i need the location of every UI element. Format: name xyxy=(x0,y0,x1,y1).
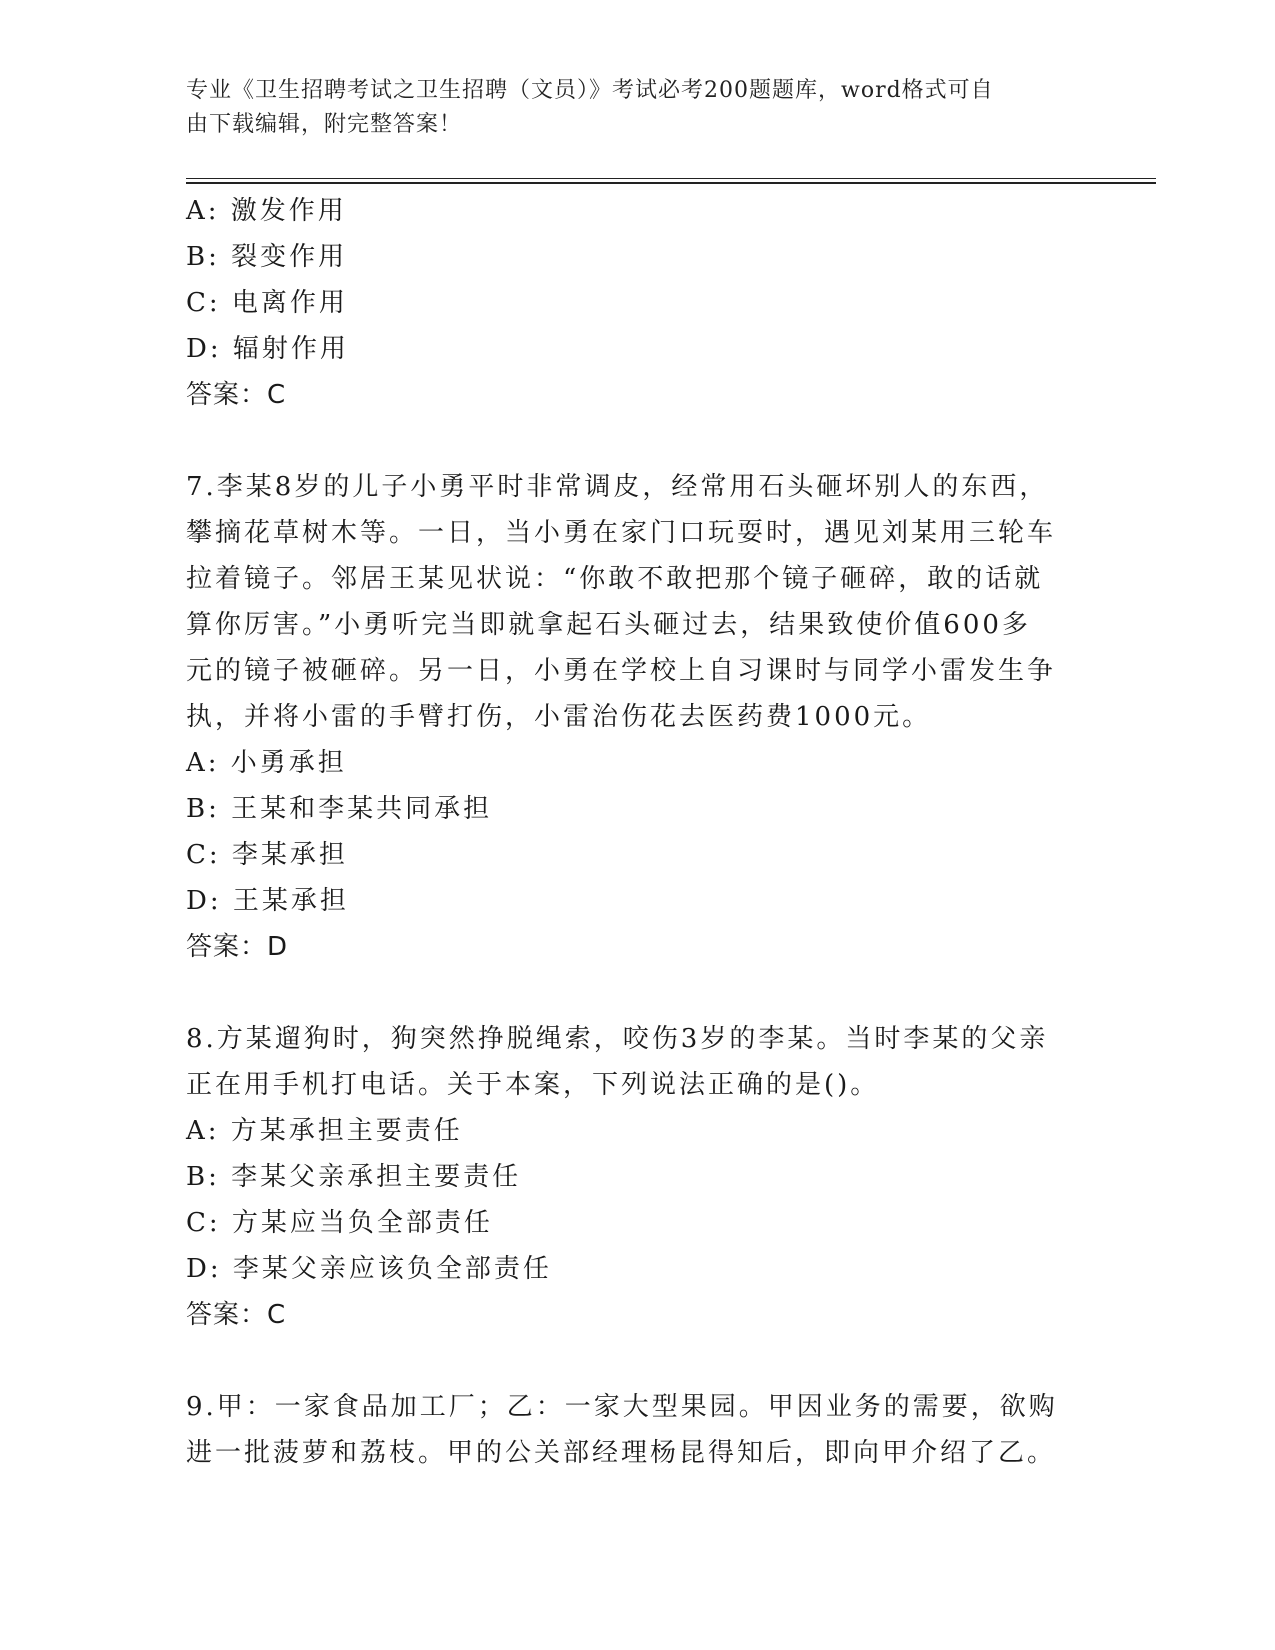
question-6 xyxy=(186,188,1066,418)
document-header xyxy=(186,74,1066,142)
option-c: C: 方某应当负全部责任 xyxy=(186,1208,493,1238)
document-body xyxy=(186,188,1066,1476)
question-stem-line: 攀摘花草树木等。一日，当小勇在家门口玩耍时，遇见刘某用三轮车 xyxy=(186,518,1057,548)
spacer xyxy=(186,1338,1066,1384)
spacer xyxy=(186,418,1066,464)
header-line-2: 由下载编辑，附完整答案！ xyxy=(186,112,463,137)
answer-line: 答案：C xyxy=(186,1300,287,1330)
question-stem-line: 9.甲：一家食品加工厂；乙：一家大型果园。甲因业务的需要，欲购 xyxy=(186,1392,1058,1422)
option-c: C: 李某承担 xyxy=(186,840,348,870)
option-a: A: 小勇承担 xyxy=(186,748,347,778)
question-stem-line: 执，并将小雷的手臂打伤，小雷治伤花去医药费1000元。 xyxy=(186,702,932,732)
question-9 xyxy=(186,1384,1066,1476)
option-b: B: 李某父亲承担主要责任 xyxy=(186,1162,522,1192)
question-stem-line: 元的镜子被砸碎。另一日，小勇在学校上自习课时与同学小雷发生争 xyxy=(186,656,1057,686)
answer-line: 答案：D xyxy=(186,932,289,962)
option-d: D: 王某承担 xyxy=(186,886,349,916)
header-divider-thick xyxy=(186,182,1156,184)
question-stem-line: 正在用手机打电话。关于本案，下列说法正确的是()。 xyxy=(186,1070,880,1100)
question-8 xyxy=(186,1016,1066,1338)
option-a: A: 激发作用 xyxy=(186,196,347,226)
option-c: C: 电离作用 xyxy=(186,288,348,318)
option-b: B: 王某和李某共同承担 xyxy=(186,794,493,824)
question-stem-line: 拉着镜子。邻居王某见状说：“你敢不敢把那个镜子砸碎，敢的话就 xyxy=(186,564,1044,594)
option-b: B: 裂变作用 xyxy=(186,242,348,272)
question-stem-line: 8.方某遛狗时，狗突然挣脱绳索，咬伤3岁的李某。当时李某的父亲 xyxy=(186,1024,1049,1054)
spacer xyxy=(186,970,1066,1016)
answer-line: 答案：C xyxy=(186,380,287,410)
header-divider-thin xyxy=(186,178,1156,179)
question-7 xyxy=(186,464,1066,970)
option-d: D: 辐射作用 xyxy=(186,334,349,364)
option-d: D: 李某父亲应该负全部责任 xyxy=(186,1254,552,1284)
header-line-1: 专业《卫生招聘考试之卫生招聘（文员）》考试必考200题题库，word格式可自 xyxy=(186,78,994,103)
question-stem-line: 算你厉害。”小勇听完当即就拿起石头砸过去，结果致使价值600多 xyxy=(186,610,1031,640)
option-a: A: 方某承担主要责任 xyxy=(186,1116,463,1146)
question-stem-line: 7.李某8岁的儿子小勇平时非常调皮，经常用石头砸坏别人的东西， xyxy=(186,472,1049,502)
question-stem-line: 进一批菠萝和荔枝。甲的公关部经理杨昆得知后，即向甲介绍了乙。 xyxy=(186,1438,1057,1468)
